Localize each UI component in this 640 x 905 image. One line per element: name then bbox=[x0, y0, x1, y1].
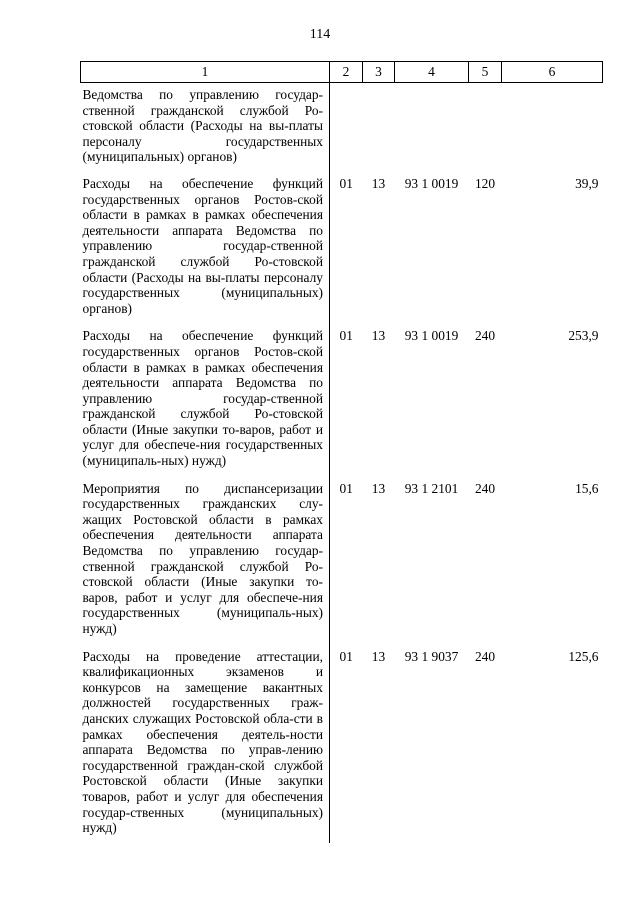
row-amount bbox=[502, 83, 603, 171]
row-target: 93 1 2101 bbox=[404, 480, 459, 496]
row-type bbox=[469, 83, 502, 171]
row-section: 01 bbox=[339, 175, 353, 191]
row-type: 120 bbox=[474, 175, 496, 191]
row-section: 01 bbox=[339, 328, 353, 344]
header-col-6: 6 bbox=[502, 62, 603, 83]
table-row bbox=[81, 171, 603, 323]
row-target: 93 1 0019 bbox=[404, 175, 459, 191]
table-row bbox=[81, 476, 603, 644]
row-target: 93 1 0019 bbox=[404, 328, 459, 344]
row-subsection: 13 bbox=[371, 480, 386, 496]
row-subsection: 13 bbox=[371, 175, 386, 191]
table-row bbox=[81, 323, 603, 475]
row-target: 93 1 9037 bbox=[404, 648, 459, 664]
row-type: 240 bbox=[474, 328, 496, 344]
row-type: 240 bbox=[474, 480, 496, 496]
row-name: Мероприятия по диспансеризации государственных гражданских слу-жащих Ростовской области в рамках обеспечения деятельности аппарата Ведомства по управлению государ-ственной гражданской службой Ро-стовской области (Иные закупки то-варов, работ и услуг для обеспече-ния государственных (муниципаль-ных) нужд) bbox=[81, 476, 330, 644]
row-section: 01 bbox=[339, 648, 353, 664]
row-amount: 39,9 bbox=[575, 175, 599, 191]
row-subsection: 13 bbox=[371, 648, 386, 664]
table-row bbox=[81, 83, 603, 171]
header-col-2: 2 bbox=[330, 62, 363, 83]
budget-table bbox=[80, 61, 603, 843]
row-name: Расходы на обеспечение функций государственных органов Ростов-ской области в рамках в рамках обеспечения деятельности аппарата Ведомства по управлению государ-ственной гражданской службой Ро-стовской области (Иные закупки то-варов, работ и услуг для обеспече-ния государственных (муниципаль-ных) нужд) bbox=[81, 323, 330, 475]
table-row bbox=[81, 644, 603, 843]
table-body bbox=[81, 83, 603, 843]
row-section bbox=[330, 83, 363, 171]
header-col-3: 3 bbox=[363, 62, 395, 83]
row-type: 240 bbox=[474, 648, 496, 664]
row-amount: 125,6 bbox=[568, 648, 599, 664]
row-amount: 15,6 bbox=[575, 480, 599, 496]
row-target bbox=[395, 83, 469, 171]
row-subsection bbox=[363, 83, 395, 171]
row-section: 01 bbox=[339, 480, 353, 496]
page-number: 114 bbox=[309, 27, 331, 42]
header-col-5: 5 bbox=[469, 62, 502, 83]
row-name: Расходы на проведение аттестации, квалификационных экзаменов и конкурсов на замещение вакантных должностей государственных граж-данских служащих Ростовской обла-сти в рамках обеспечения деятель-ности аппарата Ведомства по управ-лению государственной граждан-ской службой Ростовской области (Иные закупки товаров, работ и услуг для обеспечения государ-ственных (муниципальных) нужд) bbox=[81, 644, 330, 843]
row-amount: 253,9 bbox=[568, 328, 599, 344]
header-col-1: 1 bbox=[81, 62, 330, 83]
table-header bbox=[81, 62, 603, 83]
header-row bbox=[81, 62, 603, 83]
row-subsection: 13 bbox=[371, 328, 386, 344]
header-col-4: 4 bbox=[395, 62, 469, 83]
row-name: Ведомства по управлению государ-ственной гражданской службой Ро-стовской области (Расходы на вы-платы персоналу государственных (муниципальных) органов) bbox=[81, 83, 330, 171]
row-name: Расходы на обеспечение функций государственных органов Ростов-ской области в рамках в рамках обеспечения деятельности аппарата Ведомства по управлению государ-ственной гражданской службой Ро-стовской области (Расходы на вы-платы персоналу государственных (муниципальных) органов) bbox=[81, 171, 330, 323]
